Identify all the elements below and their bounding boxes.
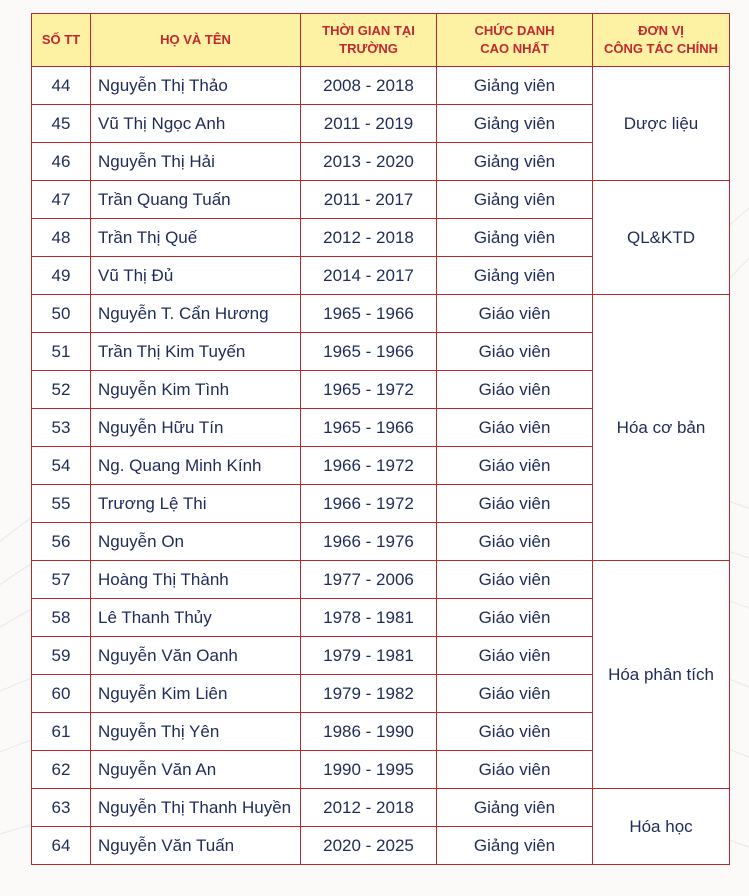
header-title-line2: CAO NHẤT [480, 41, 549, 56]
cell-stt: 50 [32, 295, 91, 333]
cell-period: 1977 - 2006 [301, 561, 437, 599]
cell-stt: 56 [32, 523, 91, 561]
cell-unit: QL&KTD [593, 181, 730, 295]
header-stt: SỐ TT [32, 14, 91, 67]
cell-period: 2014 - 2017 [301, 257, 437, 295]
cell-name: Nguyễn Văn Oanh [91, 637, 301, 675]
cell-stt: 53 [32, 409, 91, 447]
cell-title: Giáo viên [437, 447, 593, 485]
cell-name: Nguyễn Kim Liên [91, 675, 301, 713]
header-title-line1: CHỨC DANH [474, 23, 555, 38]
cell-period: 2011 - 2019 [301, 105, 437, 143]
table-body [32, 67, 730, 865]
cell-title: Giảng viên [437, 257, 593, 295]
cell-name: Nguyễn Thị Yên [91, 713, 301, 751]
cell-title: Giáo viên [437, 371, 593, 409]
table-row [32, 181, 730, 219]
table-header [32, 14, 730, 67]
cell-title: Giáo viên [437, 333, 593, 371]
cell-name: Nguyễn Văn An [91, 751, 301, 789]
cell-title: Giáo viên [437, 637, 593, 675]
cell-stt: 52 [32, 371, 91, 409]
cell-period: 1986 - 1990 [301, 713, 437, 751]
cell-period: 2011 - 2017 [301, 181, 437, 219]
cell-period: 1966 - 1972 [301, 485, 437, 523]
cell-name: Nguyễn Thị Hải [91, 143, 301, 181]
cell-period: 2008 - 2018 [301, 67, 437, 105]
table-row [32, 295, 730, 333]
cell-stt: 51 [32, 333, 91, 371]
header-period [301, 14, 437, 67]
cell-title: Giảng viên [437, 827, 593, 865]
cell-stt: 46 [32, 143, 91, 181]
cell-title: Giáo viên [437, 485, 593, 523]
cell-name: Vũ Thị Đủ [91, 257, 301, 295]
cell-period: 2012 - 2018 [301, 789, 437, 827]
table-row [32, 789, 730, 827]
header-title [437, 14, 593, 67]
header-period-line2: TRƯỜNG [339, 41, 398, 56]
cell-stt: 48 [32, 219, 91, 257]
cell-period: 1966 - 1976 [301, 523, 437, 561]
cell-title: Giảng viên [437, 181, 593, 219]
cell-stt: 55 [32, 485, 91, 523]
cell-period: 2012 - 2018 [301, 219, 437, 257]
cell-period: 1965 - 1966 [301, 409, 437, 447]
cell-stt: 44 [32, 67, 91, 105]
header-period-line1: THỜI GIAN TẠI [322, 23, 415, 38]
cell-name: Nguyễn Văn Tuấn [91, 827, 301, 865]
cell-unit: Hóa học [593, 789, 730, 865]
cell-stt: 64 [32, 827, 91, 865]
cell-name: Trần Quang Tuấn [91, 181, 301, 219]
cell-period: 1965 - 1966 [301, 333, 437, 371]
cell-name: Hoàng Thị Thành [91, 561, 301, 599]
cell-name: Ng. Quang Minh Kính [91, 447, 301, 485]
cell-unit: Hóa cơ bản [593, 295, 730, 561]
cell-title: Giảng viên [437, 219, 593, 257]
cell-stt: 62 [32, 751, 91, 789]
cell-period: 1990 - 1995 [301, 751, 437, 789]
cell-unit: Dược liệu [593, 67, 730, 181]
cell-period: 2013 - 2020 [301, 143, 437, 181]
cell-stt: 63 [32, 789, 91, 827]
cell-title: Giáo viên [437, 599, 593, 637]
cell-name: Nguyễn Kim Tình [91, 371, 301, 409]
cell-title: Giáo viên [437, 675, 593, 713]
cell-name: Vũ Thị Ngọc Anh [91, 105, 301, 143]
cell-title: Giáo viên [437, 523, 593, 561]
cell-stt: 47 [32, 181, 91, 219]
cell-name: Trương Lệ Thi [91, 485, 301, 523]
header-unit-line2: CÔNG TÁC CHÍNH [603, 41, 719, 56]
cell-title: Giảng viên [437, 789, 593, 827]
header-unit [593, 14, 730, 67]
cell-title: Giảng viên [437, 143, 593, 181]
cell-title: Giáo viên [437, 561, 593, 599]
cell-stt: 45 [32, 105, 91, 143]
cell-period: 1965 - 1966 [301, 295, 437, 333]
table-row [32, 561, 730, 599]
cell-name: Lê Thanh Thủy [91, 599, 301, 637]
cell-period: 1965 - 1972 [301, 371, 437, 409]
cell-name: Nguyễn T. Cẩn Hương [91, 295, 301, 333]
header-name: HỌ VÀ TÊN [91, 14, 301, 67]
cell-unit: Hóa phân tích [593, 561, 730, 789]
cell-period: 1979 - 1982 [301, 675, 437, 713]
cell-title: Giảng viên [437, 105, 593, 143]
cell-stt: 60 [32, 675, 91, 713]
cell-stt: 57 [32, 561, 91, 599]
cell-title: Giáo viên [437, 295, 593, 333]
cell-name: Nguyễn Thị Thanh Huyền [91, 789, 301, 827]
table-row [32, 67, 730, 105]
cell-period: 1966 - 1972 [301, 447, 437, 485]
cell-period: 1979 - 1981 [301, 637, 437, 675]
header-row [32, 14, 730, 67]
cell-stt: 54 [32, 447, 91, 485]
cell-name: Nguyễn On [91, 523, 301, 561]
cell-name: Trần Thị Quế [91, 219, 301, 257]
cell-title: Giáo viên [437, 713, 593, 751]
cell-title: Giảng viên [437, 67, 593, 105]
header-unit-line1: ĐƠN VỊ [638, 23, 684, 38]
cell-title: Giáo viên [437, 409, 593, 447]
cell-stt: 61 [32, 713, 91, 751]
cell-title: Giáo viên [437, 751, 593, 789]
cell-name: Nguyễn Thị Thảo [91, 67, 301, 105]
cell-name: Trần Thị Kim Tuyến [91, 333, 301, 371]
cell-stt: 59 [32, 637, 91, 675]
cell-stt: 49 [32, 257, 91, 295]
staff-table [31, 13, 730, 865]
cell-name: Nguyễn Hữu Tín [91, 409, 301, 447]
cell-period: 2020 - 2025 [301, 827, 437, 865]
cell-stt: 58 [32, 599, 91, 637]
cell-period: 1978 - 1981 [301, 599, 437, 637]
